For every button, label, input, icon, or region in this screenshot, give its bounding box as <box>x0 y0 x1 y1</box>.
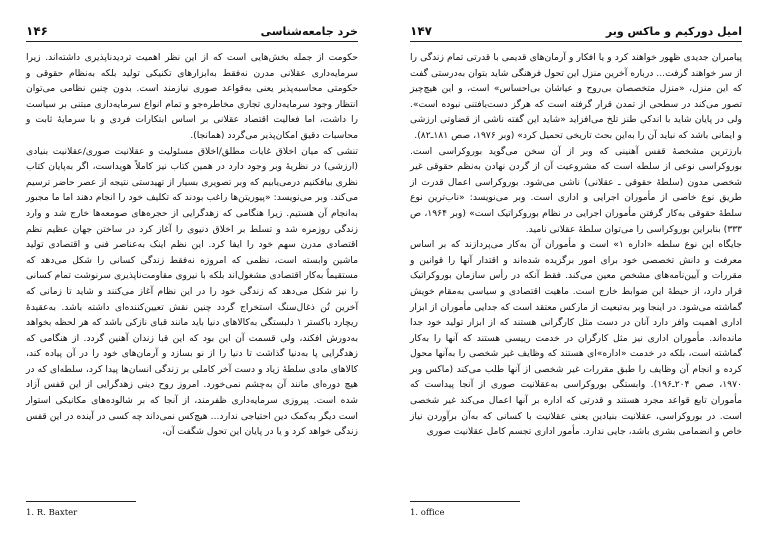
right-page-content <box>410 22 742 524</box>
left-footnote: 1. R. Baxter <box>26 508 78 518</box>
left-paragraph-1: حکومت از جمله بخش‌هایی است که از این نظر اهمیت تردیدناپذیری داشته‌اند. زیرا سرمایه‌داری عقلانی مدرن نه‌فقط به‌ابزارهای تکنیکی تولید بلکه به‌نظام حقوقی و حکومتی محاسبه‌پذیر یعنی به‌قواعد صوری نیازمند است. بدون چنین نظامی می‌توان انتظار وجود سرمایه‌داری تجاری مخاطره‌جو و تمام انواع سرمایه‌داری مبتنی بر سیاست را داشت، اما فعالیت اقتصاد عقلانی بر اساس ابتکارات فردی و با سرمایهٔ ثابت و محاسبات دقیق امکان‌پذیر می‌گردد (همانجا). <box>26 52 358 141</box>
right-page-body <box>410 50 742 440</box>
book-gutter <box>380 10 388 536</box>
left-running-title: خرد جامعه‌شناسی <box>260 25 358 38</box>
right-footnote: 1. office <box>410 508 445 518</box>
right-paragraph-1: پیامبران جدیدی ظهور خواهند کرد و یا افکار و آرمان‌های قدیمی با قدرتی تمام زندگی را از سر خواهند گرفت... درباره آخرین منزل این تحول فرهنگی شاید بتوان به‌درستی گفت که این منزل، «منزل متخصصان بی‌روح و عیاشان بی‌احساس» است، و این هیچ‌چیز تصور می‌کند در سطحی از تمدن قرار گرفته است که هرگز دست‌یافتنی نبوده است». ولی در پایان شاید با اندکی طنز تلخ می‌افزاید «شاید این گفته ناشی از قضاوتی ارزشی و ایمانی باشد که نباید آن را به‌این بحث تاریخی تحمیل کرد» (وبر ۱۹۷۶، صص ۱۸۱ـ۸۲). <box>410 52 742 141</box>
left-page-header <box>26 22 358 42</box>
left-page-content <box>26 22 358 524</box>
left-page-body <box>26 50 358 440</box>
right-page-number: ۱۴۷ <box>410 24 432 38</box>
left-page <box>8 10 376 536</box>
right-paragraph-3: جایگاه این نوع سلطه «اداره ۱» است و مأموران آن به‌کار می‌پردازند که بر اساس معرفت و دانش تخصصی خود برای امور برگزیده شده‌اند و اقتدار آنها را قوانین و مقررات و آیین‌نامه‌های مشخص معین می‌کند. فقط آنکه در رأس سازمان بوروکراتیک قرار دارد، از حیطهٔ این ضوابط خارج است. ماهیت اقتصادی و سیاسی به‌مقام خویش گماشته می‌شود. در اینجا وبر به‌تبعیت از مارکس معتقد است که جدایی مأموران از ابزار اداری اهمیت وافر دارد آنان در دست مثل کارگرانی هستند که از ابزار تولید خود جدا مانده‌اند. مأموران اداری نیز مثل کارگران در خدمت رییسی هستند که آنها را به‌کار گماشته است، بلکه در خدمت «اداره»ای هستند که وظایف غیر شخصی را به‌آنها محول کرده و انجام آن وظایف را طبق مقررات غیر شخصی از آنها طلب می‌کند (ماکس وبر ۱۹۷۰، صص ۲۰۴ـ۱۹۶). وابستگی بوروکراسی به‌عقلانیت صوری از آنجا پیداست که مأموران تابع قواعد مجرد هستند و قدرتی که اداره بر آنها اعمال می‌کند غیر شخصی است. در بوروکراسی، عقلانیت بنیادین یعنی عقلانیت با کسانی که به‌آن برآوردن نیاز خاص و انضمامی بشری باشد، جایی ندارد. مأمور اداری تجسم کامل عقلانیت صوری <box>410 239 742 438</box>
left-paragraph-2: تنشی که میان اخلاق غایات مطلق/اخلاق مسئولیت و عقلانیت صوری/عقلانیت بنیادی (ارزشی) در نظریهٔ وبر وجود دارد در همین کتاب نیز کاملاً هویداست، اگر به‌پایان کتاب نظری بیافکنیم درمی‌یابیم که وبر تصویری بسیار از تهیدستی نتیجه از عصر حاضر ترسیم می‌کند. وبر می‌نویسد: «پیوریتن‌ها راغب بودند که تکلیف خود را انجام دهند اما ما مجبور به‌انجام آن هستیم. زیرا هنگامی که زهدگرایی از حجره‌های صومعه‌ها خارج شد و وارد زندگی روزمره شد و تسلط بر اخلاق دنیوی را آغاز کرد در ساختن جهان عظیم نظم اقتصادی مدرن سهم خود را ایفا کرد. این نظم اینک به‌عناصر فنی و اقتصادی تولید ماشین وابسته است، نظمی که امروزه نه‌فقط زندگی کسانی را شکل می‌دهد که مستقیماً به‌کار اقتصادی مشغول‌اند بلکه با نیروی مقاومت‌ناپذیری سرنوشت تمام کسانی را نیز شکل می‌دهد که زندگی خود را در این نظام آغاز می‌کنند و شاید تا زمانی که آخرین تُن ذغال‌سنگ استخراج گردد چنین نقش تعیین‌کننده‌ای داشته باشد. به‌عقیدهٔ ریچارد باکستر ۱ دلبستگی به‌کالاهای دنیا باید مانند قبای نازکی باشد که هر لحظه بخواهد به‌دورش افکند، ولی قسمت آن این بود که این قبا زندان آهنین گردد. از هنگامی که زهدگرایی پا به‌دنیا گذاشت تا دنیا را از نو بسازد و آرمان‌های خود را در آن پیاده کند، کالاهای مادی سلطهٔ زیاد و دست آخر کاملی بر زندگی انسان‌ها پیدا کرد، سلطه‌ای که در هیچ دوره‌ای مانند آن به‌چشم نمی‌خورد. امروز روح دینی زهدگرایی از این قفس آزاد شده است. پیروزی سرمایه‌داری ظفرمند، از آنجا که بر شالوده‌های مکانیکی استوار است دیگر به‌کمک دین احتیاجی ندارد... هیچ‌کس نمی‌داند چه کسی در آینده در این قفس زندگی خواهد کرد و یا در پایان این تحول شگفت آن، <box>26 145 358 438</box>
right-footnote-rule <box>410 501 520 502</box>
right-running-title: امیل دورکیم و ماکس وبر <box>605 25 742 38</box>
right-paragraph-2: بارزترین مشخصهٔ قفس آهنینی که وبر از آن سخن می‌گوید بوروکراسی است. بوروکراسی نوعی از سلطه است که مشروعیت آن از گردن نهادن به‌نظم حقوقی غیر شخصی مدون (سلطهٔ حقوقی ـ عقلانی) ناشی می‌شود. بوروکراسی اعمال قدرت از طریق نوع خاصی از مأموران اجرایی و اداری است. وبر می‌نویسد: «ناب‌ترین نوع سلطهٔ حقوقی به‌کار گرفتن مأموران اجرایی در نظام بوروکراتیک است» (وبر ۱۹۶۴، ص ۳۳۳) بنابراین بوروکراسی را می‌توان سلطهٔ عقلانی نامید. <box>410 145 742 235</box>
left-footnote-rule <box>26 501 136 502</box>
left-page-number: ۱۴۶ <box>26 24 48 38</box>
right-page-header <box>410 22 742 42</box>
right-page <box>392 10 760 536</box>
